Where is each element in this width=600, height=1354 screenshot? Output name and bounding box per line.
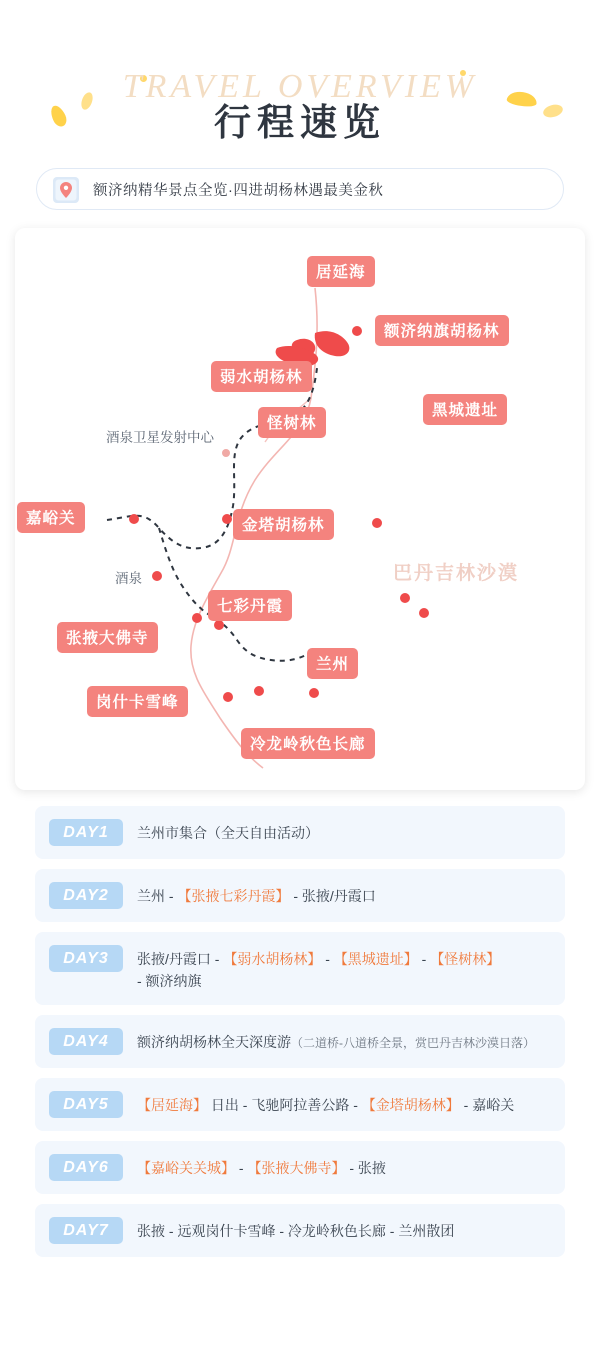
day-text-segment: 张掖/丹霞口 - bbox=[137, 951, 224, 967]
day-text-segment: 【张掖七彩丹霞】 bbox=[177, 888, 290, 904]
day-text-segment: 【金塔胡杨林】 bbox=[361, 1097, 460, 1113]
day-text-segment: - 嘉峪关 bbox=[459, 1097, 515, 1113]
day-description bbox=[137, 1091, 514, 1116]
map-pill-gangshika-xuefeng[interactable]: 岗什卡雪峰 bbox=[87, 686, 188, 717]
desert-label: 巴丹吉林沙漠 bbox=[393, 563, 520, 584]
day-text-segment: 额济纳胡杨林全天深度游 bbox=[137, 1034, 291, 1050]
plain-label-jiuquan-satellite: 酒泉卫星发射中心 bbox=[106, 430, 214, 445]
map-dot bbox=[400, 593, 410, 603]
map-pill-jinta-huyanglin[interactable]: 金塔胡杨林 bbox=[233, 509, 334, 540]
day-text-segment: - 张掖/丹霞口 bbox=[289, 888, 376, 904]
day-text-segment: 【弱水胡杨林】 bbox=[223, 951, 322, 967]
day-badge: DAY4 bbox=[49, 1028, 123, 1055]
map-pill-lanzhou[interactable]: 兰州 bbox=[307, 648, 358, 679]
map-dot bbox=[419, 608, 429, 618]
map-pill-heicheng-yizhi[interactable]: 黑城遗址 bbox=[423, 394, 507, 425]
itinerary-day-row bbox=[35, 1078, 565, 1131]
day-text-segment: 【黑城遗址】 bbox=[333, 951, 418, 967]
day-text-segment: 日出 - 飞驰阿拉善公路 - bbox=[207, 1097, 362, 1113]
map-dot bbox=[254, 686, 264, 696]
map-dot bbox=[129, 514, 139, 524]
plain-label-jiuquan: 酒泉 bbox=[115, 571, 142, 586]
day-text-segment: 张掖 - 远观岗什卡雪峰 - 冷龙岭秋色长廊 - 兰州散团 bbox=[137, 1223, 455, 1239]
route-map-card bbox=[15, 228, 585, 790]
day-description bbox=[137, 945, 500, 992]
itinerary-day-list bbox=[35, 806, 565, 1257]
map-dot bbox=[192, 613, 202, 623]
subtitle-bar bbox=[36, 168, 564, 210]
day-text-segment: 兰州 - bbox=[137, 888, 178, 904]
map-pill-juyanhai[interactable]: 居延海 bbox=[307, 256, 375, 287]
day-text-segment: 【怪树林】 bbox=[430, 951, 501, 967]
day-description bbox=[137, 819, 319, 844]
map-pill-jiayuguan[interactable]: 嘉峪关 bbox=[17, 502, 85, 533]
day-badge: DAY1 bbox=[49, 819, 123, 846]
map-pill-qicai-danxia[interactable]: 七彩丹霞 bbox=[208, 590, 292, 621]
day-text-segment: - bbox=[417, 951, 431, 967]
day-badge: DAY5 bbox=[49, 1091, 123, 1118]
map-pill-ejinaqi-huyanglin[interactable]: 额济纳旗胡杨林 bbox=[375, 315, 509, 346]
map-pill-zhangye-dafosi[interactable]: 张掖大佛寺 bbox=[57, 622, 158, 653]
page-header bbox=[0, 0, 600, 160]
itinerary-day-row bbox=[35, 1141, 565, 1194]
day-description bbox=[137, 1217, 454, 1242]
itinerary-day-row bbox=[35, 932, 565, 1005]
decorative-script-text: TRAVEL OVERVIEW bbox=[122, 68, 478, 105]
map-pill-longlingling[interactable]: 冷龙岭秋色长廊 bbox=[241, 728, 375, 759]
map-dot bbox=[152, 571, 162, 581]
itinerary-day-row bbox=[35, 806, 565, 859]
map-dot bbox=[372, 518, 382, 528]
day-badge: DAY7 bbox=[49, 1217, 123, 1244]
day-text-segment: （二道桥-八道桥全景，赏巴丹吉林沙漠日落） bbox=[291, 1036, 535, 1050]
day-badge: DAY3 bbox=[49, 945, 123, 972]
map-pin-icon bbox=[51, 175, 81, 205]
map-dot bbox=[222, 449, 230, 457]
day-description bbox=[137, 1154, 386, 1179]
map-dot bbox=[222, 514, 232, 524]
map-dot bbox=[352, 326, 362, 336]
day-text-segment: - bbox=[321, 951, 334, 967]
day-badge: DAY2 bbox=[49, 882, 123, 909]
subtitle-text: 额济纳精华景点全览·四进胡杨林遇最美金秋 bbox=[93, 182, 384, 199]
day-text-segment: 兰州市集合（全天自由活动） bbox=[137, 825, 319, 841]
map-pill-ruoshui-huyanglin[interactable]: 弱水胡杨林 bbox=[211, 361, 312, 392]
map-dot bbox=[309, 688, 319, 698]
day-text-segment: - 额济纳旗 bbox=[137, 973, 202, 989]
day-description bbox=[137, 1028, 535, 1054]
map-pill-guaishulin[interactable]: 怪树林 bbox=[258, 407, 326, 438]
page-title: 行程速览 bbox=[214, 102, 386, 143]
day-text-segment: 【嘉峪关关城】 bbox=[137, 1160, 235, 1176]
itinerary-day-row bbox=[35, 1204, 565, 1257]
day-text-segment: - bbox=[235, 1160, 248, 1176]
day-text-segment: 【居延海】 bbox=[137, 1097, 207, 1113]
map-dot bbox=[223, 692, 233, 702]
itinerary-day-row bbox=[35, 1015, 565, 1068]
day-text-segment: 【张掖大佛寺】 bbox=[247, 1160, 346, 1176]
day-badge: DAY6 bbox=[49, 1154, 123, 1181]
day-description bbox=[137, 882, 376, 907]
itinerary-day-row bbox=[35, 869, 565, 922]
map-dot bbox=[214, 620, 224, 630]
day-text-segment: - 张掖 bbox=[345, 1160, 386, 1176]
